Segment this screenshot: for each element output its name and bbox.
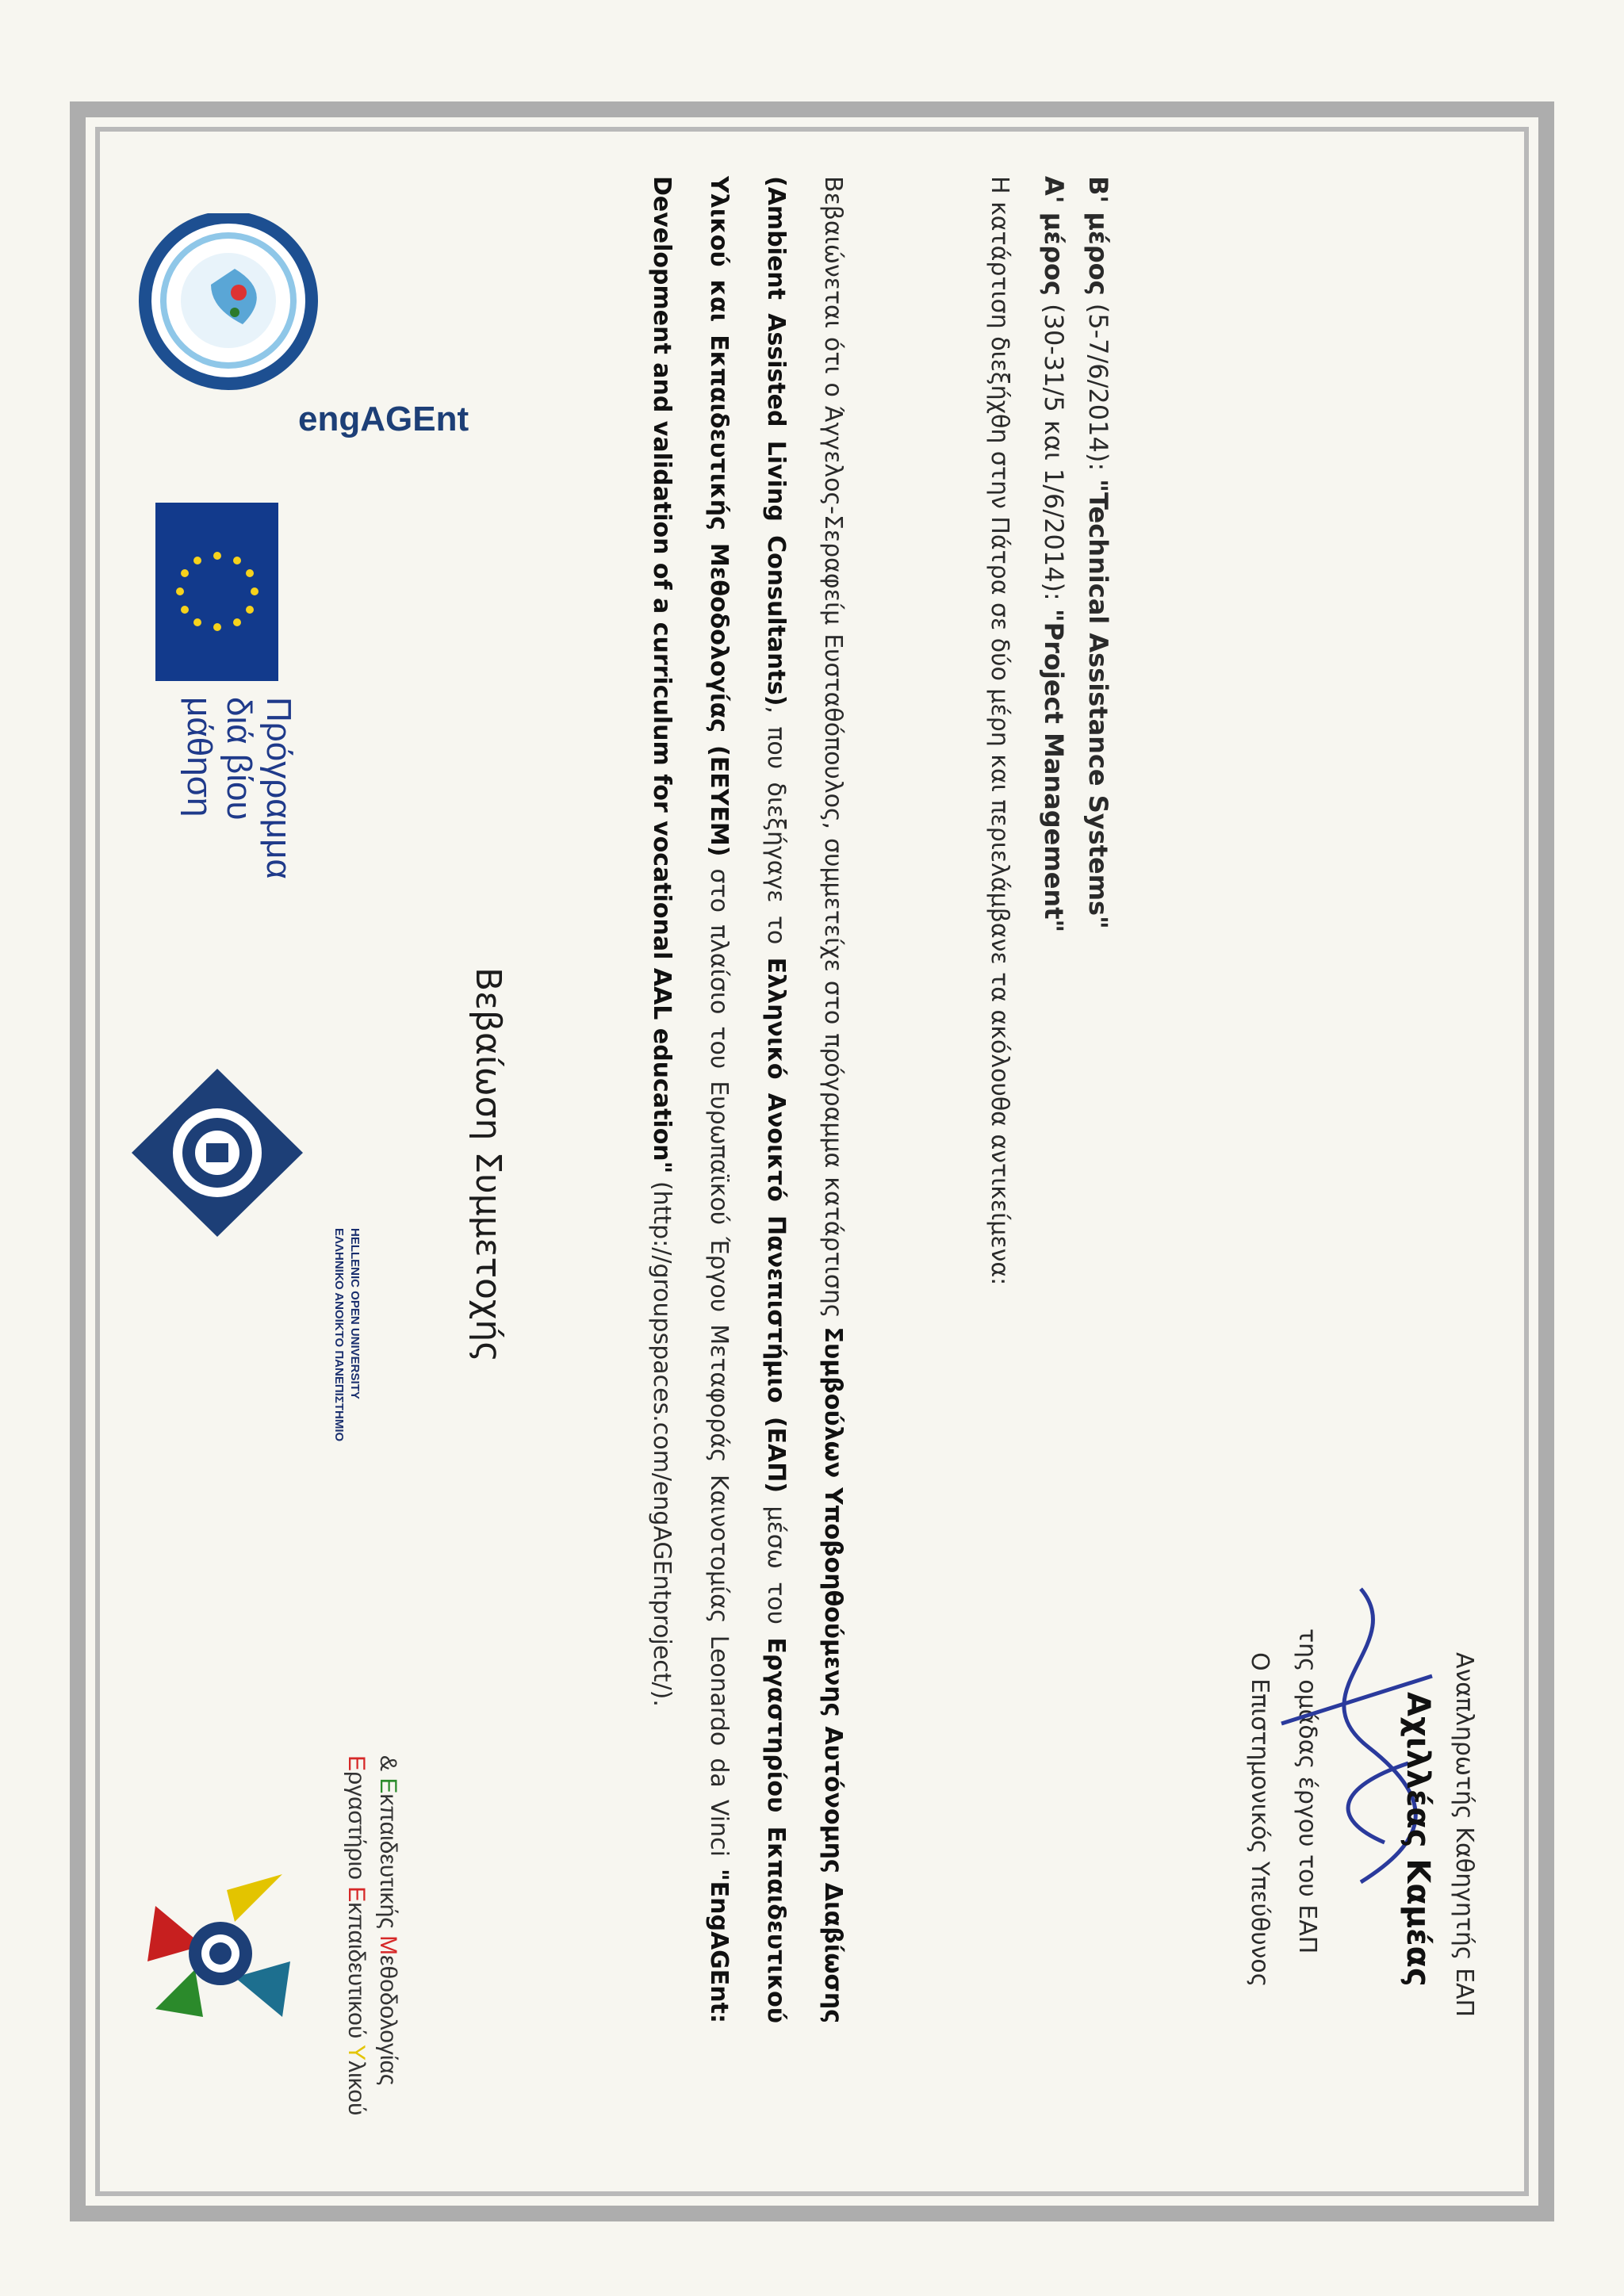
signature-block [1155, 1438, 1535, 2152]
part-b-line: Β' μέρος (5-7/6/2014): "Technical Assistance Systems" [1083, 176, 1113, 929]
certificate-content [127, 130, 1535, 2172]
certificate-body-text: Βεβαιώνεται ότι ο Άγγελος-Σεραφείμ Ευσταθόπουλος, συμμετείχε στο πρόγραμμα κατάρτισης Συμβούλων Υποβοηθούμενης Αυτόνομης Διαβίωσης (Ambient Assisted Living Consultants), που διεξήγαγε το Ελληνικό Ανοικτό Πανεπιστήμιο (ΕΑΠ) μέσω του Εργαστηρίου Εκπαιδευτικού Υλικού και Εκπαιδευτικής Μεθοδολογίας (ΕΕΥΕΜ) στο πλαίσιο του Ευρωπαϊκού Έργου Μεταφοράς Καινοτομίας Leonardo da Vinci "EngAGEnt: Development and validation of a curriculum for vocational AAL education" (http://groupspaces.com/engAGEntproject/). [648, 176, 847, 2023]
parts-intro-text: Η κατάρτιση διεξήχθη στην Πάτρα σε δύο μέρη και περιελάμβανε τα ακόλουθα αντικείμενα: [986, 176, 1013, 1286]
eeyem-lab-logo [127, 1858, 314, 2049]
lab-name-line-1: Εργαστήριο Εκπαιδευτικού Υλικού [343, 1755, 370, 2116]
lifelong-learning-programme-text: Πρόγραμμα διά βίου μάθηση [180, 697, 298, 879]
engagent-logo-text: engAGEnt [298, 400, 469, 438]
signatory-title: Αναπληρωτής Καθηγητής ΕΑΠ [1450, 1652, 1478, 2018]
lab-name-line-2: & Εκπαιδευτικής Μεθοδολογίας [375, 1755, 401, 2086]
signatory-name: Αχιλλέας Καμέας [1400, 1692, 1436, 1987]
signatory-role-line-2: της ομάδας έργου του ΕΑΠ [1293, 1628, 1321, 1954]
signatory-role-line-1: Ο Επιστημονικός Υπεύθυνος [1246, 1652, 1274, 1988]
engagent-logo [127, 213, 469, 451]
hou-greek-name: ΕΛΛΗΝΙΚΟ ΑΝΟΙΚΤΟ ΠΑΝΕΠΙΣΤΗΜΙΟ [332, 1228, 346, 1442]
certificate-title: Βεβαίωση Συμμετοχής [468, 966, 508, 1363]
hellenic-open-university-logo [128, 1066, 306, 1319]
eu-flag-logo [155, 503, 278, 681]
hou-english-name: HELLENIC OPEN UNIVERSITY [348, 1228, 362, 1399]
part-a-line: Α' μέρος (30-31/5 και 1/6/2014): "Project Management" [1039, 176, 1069, 933]
